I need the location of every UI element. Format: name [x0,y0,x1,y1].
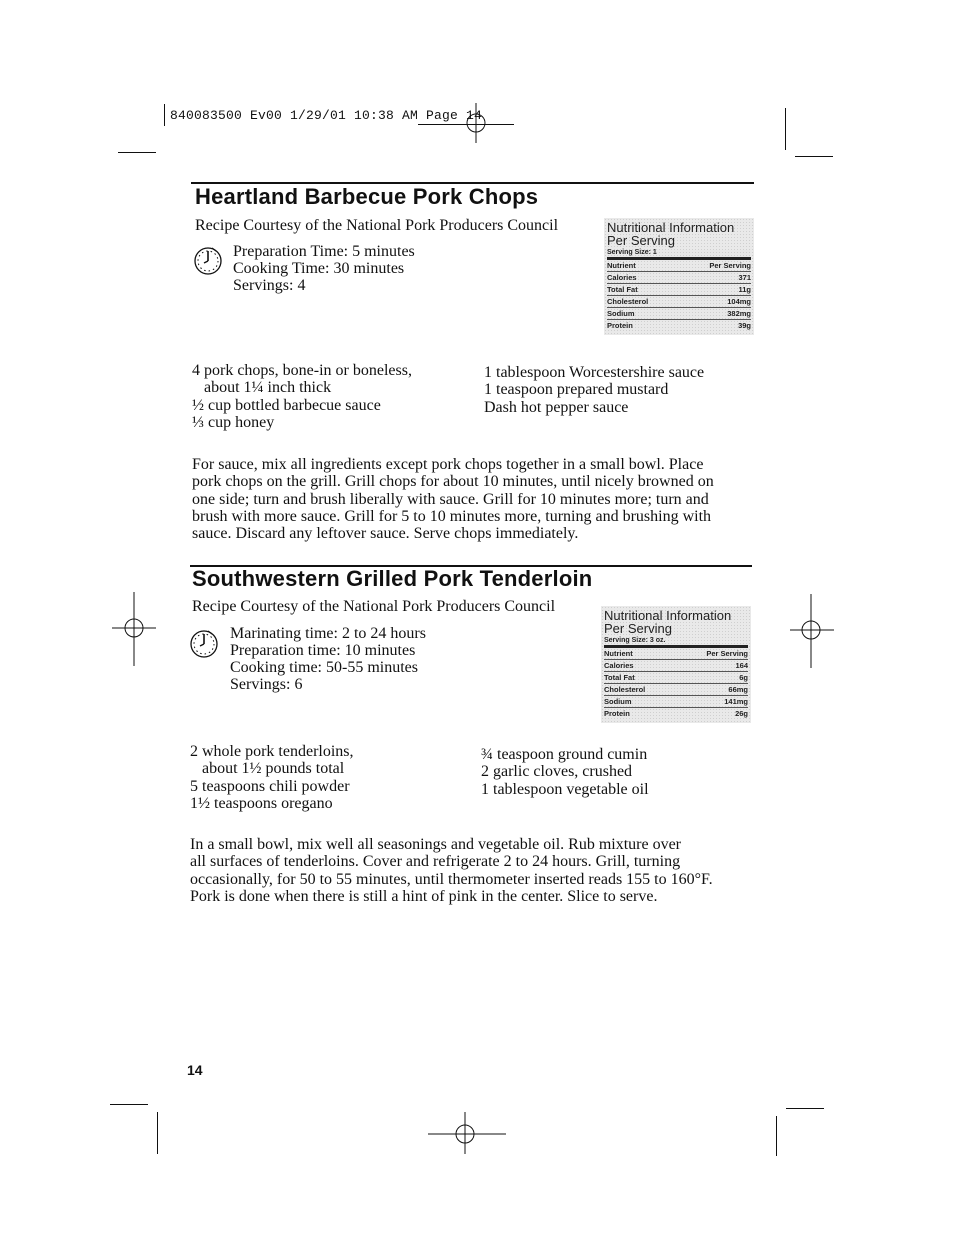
recipe-title: Heartland Barbecue Pork Chops [195,184,539,209]
servings: Servings: 4 [233,277,306,294]
col-per-serving: Per Serving [706,649,748,658]
nutrition-header-row [607,260,751,272]
directions-line: For sauce, mix all ingredients except pork chops together in a small bowl. Place [192,456,704,473]
nutrient-value: 66mg [728,685,748,694]
nutrient-name: Sodium [607,309,635,318]
nutrient-value: 6g [739,673,748,682]
nutrition-subheading: Per Serving [607,233,675,248]
nutrition-row [604,696,748,708]
nutrient-name: Total Fat [607,285,638,294]
print-slug-text: 840083500 Ev00 1/29/01 10:38 AM Page 14 [170,108,483,123]
ingredient: 1 teaspoon prepared mustard [484,381,669,399]
nutrient-value: 371 [738,273,751,282]
crop-mark [110,1104,148,1105]
recipe-title: Southwestern Grilled Pork Tenderloin [192,566,593,591]
nutrient-name: Protein [607,321,633,330]
prep-time: Preparation Time: 5 minutes [233,243,415,260]
nutrient-name: Protein [604,709,630,718]
marinate-time: Marinating time: 2 to 24 hours [230,625,426,642]
nutrition-row [607,284,751,296]
nutrition-panel [604,218,754,335]
crop-mark [786,1108,824,1109]
nutrient-name: Total Fat [604,673,635,682]
ingredients-right [484,364,704,416]
ingredient: Dash hot pepper sauce [484,398,629,416]
recipe-courtesy: Recipe Courtesy of the National Pork Producers Council [192,598,556,615]
nutrient-name: Cholesterol [607,297,649,306]
col-nutrient: Nutrient [607,261,636,270]
crop-mark [785,108,786,150]
nutrient-name: Cholesterol [604,685,646,694]
registration-target-top [458,103,494,143]
registration-target-right [790,594,834,668]
nutrition-subheading: Per Serving [604,621,672,636]
ingredient: ¾ teaspoon ground cumin [481,746,648,763]
recipe-times [233,243,415,294]
clock-icon [188,627,224,663]
ingredient: 2 garlic cloves, crushed [481,763,633,781]
page-number: 14 [187,1062,203,1078]
ingredient: about 1½ pounds total [202,760,345,778]
directions-line: one side; turn and brush liberally with sauce. Grill for 10 minutes more; turn and [192,490,709,508]
nutrient-value: 26g [735,709,748,718]
recipe-times [230,625,426,693]
directions-line: sauce. Discard any leftover sauce. Serve chops immediately. [192,525,579,543]
nutrient-value: 382mg [727,309,751,318]
ingredient: ½ cup bottled barbecue sauce [192,396,381,414]
ingredient: 1 tablespoon Worcestershire sauce [484,364,705,381]
ingredient: ⅓ cup honey [192,413,275,431]
ingredients-left [192,362,412,431]
nutrient-value: 164 [735,661,748,670]
ingredient: 5 teaspoons chili powder [190,777,350,795]
directions-line: In a small bowl, mix well all seasonings and vegetable oil. Rub mixture over [190,836,682,853]
directions-line: occasionally, for 50 to 55 minutes, until thermometer inserted reads 155 to 160°F. [190,870,713,888]
registration-target-left [112,592,156,666]
ingredient: 1½ teaspoons oregano [190,794,333,812]
col-nutrient: Nutrient [604,649,633,658]
nutrient-value: 104mg [727,297,751,306]
ingredient: 1 tablespoon vegetable oil [481,780,649,798]
directions [192,456,714,542]
directions-line: all surfaces of tenderloins. Cover and refrigerate 2 to 24 hours. Grill, turning [190,853,681,871]
nutrition-row [604,660,748,672]
cook-time: Cooking Time: 30 minutes [233,260,405,277]
registration-target-bottom [428,1112,508,1154]
nutrition-heading: Nutritional Information [604,608,732,623]
print-slug [170,108,482,123]
nutrition-row [607,296,751,308]
servings: Servings: 6 [230,676,303,693]
nutrition-row [604,708,748,719]
crop-mark [164,104,165,126]
ingredients-left [190,743,354,812]
col-per-serving: Per Serving [709,261,751,270]
nutrient-name: Calories [607,273,637,282]
crop-mark [157,1112,158,1154]
ingredients-right [481,746,649,798]
crop-mark [795,156,833,157]
nutrition-heading: Nutritional Information [607,220,735,235]
nutrient-name: Sodium [604,697,632,706]
nutrition-row [607,320,751,331]
crop-mark [118,152,156,153]
cook-time: Cooking time: 50-55 minutes [230,659,418,676]
nutrient-value: 141mg [724,697,748,706]
directions-line: brush with more sauce. Grill for 5 to 10 minutes more, turning and brushing with [192,507,712,525]
nutrition-row [604,672,748,684]
directions-line: pork chops on the grill. Grill chops for about 10 minutes, until nicely browned on [192,473,714,491]
nutrient-value: 11g [738,285,751,294]
recipe-courtesy: Recipe Courtesy of the National Pork Producers Council [195,217,559,234]
crop-mark [776,1116,777,1156]
directions [190,836,713,905]
clock-icon [192,244,228,280]
nutrition-row [604,684,748,696]
serving-size: Serving Size: 3 oz. [604,637,666,644]
nutrition-panel [601,606,751,723]
nutrient-value: 39g [738,321,751,330]
directions-line: Pork is done when there is still a hint of pink in the center. Slice to serve. [190,887,658,905]
prep-time: Preparation time: 10 minutes [230,642,416,659]
ingredient: 2 whole pork tenderloins, [190,743,354,760]
nutrition-row [607,272,751,284]
ingredient: 4 pork chops, bone-in or boneless, [192,362,412,379]
ingredient: about 1¼ inch thick [204,379,332,397]
serving-size: Serving Size: 1 [607,249,657,256]
nutrition-header-row [604,648,748,660]
nutrient-name: Calories [604,661,634,670]
nutrition-row [607,308,751,320]
